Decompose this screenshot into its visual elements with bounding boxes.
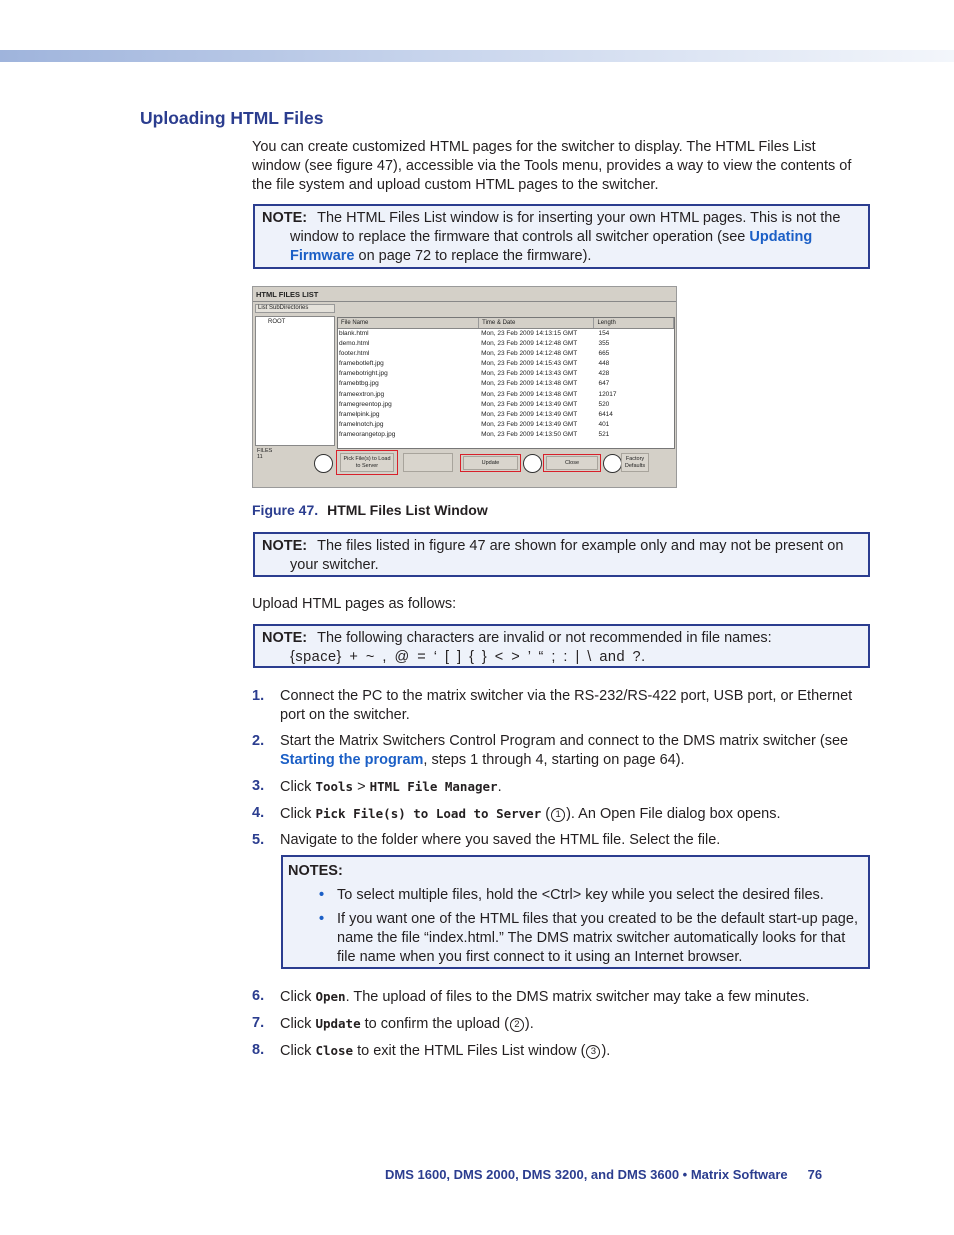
note-text: The files listed in figure 47 are shown for example only and may not be present on your switcher.: [290, 538, 844, 573]
step-text-end: , steps 1 through 4, starting on page 64).: [423, 752, 685, 768]
note-box-invalid-chars: [253, 624, 870, 668]
html-files-list-screenshot: [252, 286, 677, 488]
page-footer: [385, 1167, 822, 1182]
update-command: Update: [315, 1016, 361, 1031]
note-text-end: on page 72 to replace the firmware).: [354, 248, 592, 264]
steps-6-8: [252, 987, 864, 1061]
list-subdirectories-button[interactable]: List SubDirectories: [255, 304, 335, 313]
bullet-icon: •: [319, 911, 325, 927]
footer-title: DMS 1600, DMS 2000, DMS 3200, and DMS 3600 • Matrix Software: [385, 1167, 788, 1182]
file-name-cell: blank.html: [339, 330, 369, 337]
file-length-cell: 355: [598, 340, 610, 348]
file-length-cell: 448: [598, 360, 610, 368]
file-row[interactable]: [338, 379, 674, 389]
file-date-cell: Mon, 23 Feb 2009 14:12:48 GMT: [481, 340, 578, 348]
file-name-cell: frameextron.jpg: [339, 390, 385, 398]
file-row[interactable]: [338, 349, 674, 359]
files-count-label: FILES: [257, 448, 273, 454]
paren-open: (: [541, 806, 551, 822]
notes-label: NOTES:: [288, 863, 343, 879]
close-button[interactable]: Close: [546, 456, 598, 470]
file-date-cell: Mon, 23 Feb 2009 14:13:48 GMT: [481, 380, 578, 388]
step-number: 6.: [252, 988, 265, 1004]
step-2: [252, 732, 864, 770]
notes-bullet-2: [288, 910, 860, 967]
callout-1-icon: 1: [551, 808, 565, 822]
header-band: [0, 50, 954, 62]
disabled-button: [403, 453, 453, 472]
file-row[interactable]: [338, 359, 674, 369]
file-date-cell: Mon, 23 Feb 2009 14:13:43 GMT: [481, 370, 578, 378]
figure-caption: [252, 502, 488, 518]
invalid-characters: {space} + ~ , @ = ‘ [ ] { } < > ’ “ ; : | \ and ?.: [290, 649, 646, 665]
note-label: NOTE:: [262, 210, 308, 226]
directory-tree[interactable]: [255, 316, 335, 446]
file-list[interactable]: [337, 317, 675, 449]
lead-paragraph: Upload HTML pages as follows:: [252, 596, 457, 612]
step-number: 2.: [252, 733, 265, 749]
step-number: 5.: [252, 832, 265, 848]
file-date-cell: Mon, 23 Feb 2009 14:13:50 GMT: [481, 430, 578, 438]
step-text: Start the Matrix Switchers Control Program and connect to the DMS matrix switcher (see: [280, 733, 849, 749]
step-1: [252, 687, 864, 725]
section-heading: Uploading HTML Files: [140, 108, 324, 128]
step-text: Click: [280, 806, 316, 822]
file-date-cell: Mon, 23 Feb 2009 14:13:49 GMT: [481, 400, 578, 408]
html-file-manager-command: HTML File Manager: [369, 779, 498, 794]
file-list-header: [338, 318, 674, 329]
step-7: [252, 1014, 864, 1034]
file-length-cell: 521: [598, 430, 610, 438]
page-number: 76: [807, 1167, 823, 1182]
callout-3-icon: 3: [586, 1045, 600, 1059]
notes-box: [281, 855, 870, 969]
column-header-length[interactable]: Length: [594, 318, 674, 328]
file-length-cell: 12017: [598, 390, 617, 398]
intro-paragraph: You can create customized HTML pages for the switcher to display. The HTML Files List window (see figure 47), accessible via the Tools menu, provides a way to view the contents of the file system and upload custom HTML pages to the switcher.: [252, 139, 852, 193]
note-label: NOTE:: [262, 630, 308, 646]
step-6: [252, 987, 864, 1007]
file-name-cell: frameorangetop.jpg: [339, 430, 396, 438]
step-text-mid: to confirm the upload (: [360, 1016, 509, 1032]
note-box-example-files: [253, 532, 870, 577]
file-date-cell: Mon, 23 Feb 2009 14:12:48 GMT: [481, 350, 578, 358]
files-count: [257, 448, 272, 460]
step-number: 4.: [252, 805, 265, 821]
file-row[interactable]: [338, 339, 674, 349]
step-text-end: ).: [601, 1043, 611, 1059]
note-box-firmware: [253, 204, 870, 269]
notes-bullet-1: [288, 886, 860, 905]
file-date-cell: Mon, 23 Feb 2009 14:15:43 GMT: [481, 360, 578, 368]
step-4: [252, 804, 864, 824]
file-name-cell: framebtbg.jpg: [339, 380, 379, 388]
file-row[interactable]: [338, 400, 674, 410]
file-length-cell: 6414: [598, 410, 613, 418]
file-name-cell: framegreentop.jpg: [339, 400, 392, 408]
files-count-value: 11: [257, 454, 263, 460]
tools-command: Tools: [315, 779, 354, 794]
file-name-cell: framelpink.jpg: [339, 410, 380, 418]
file-row[interactable]: [338, 410, 674, 420]
note-text: The HTML Files List window is for inserting your own HTML pages. This is not the window to replace the firmware that controls all switcher operation (see: [290, 210, 841, 245]
step-5: [252, 831, 864, 850]
step-text: Navigate to the folder where you saved the HTML file. Select the file.: [280, 832, 721, 848]
column-header-time-date[interactable]: Time & Date: [479, 318, 594, 328]
step-3: [252, 777, 864, 797]
file-row[interactable]: [338, 420, 674, 430]
root-node[interactable]: ROOT: [268, 319, 286, 325]
file-length-cell: 665: [598, 350, 610, 358]
step-text-end: ).: [524, 1016, 534, 1032]
open-command: Open: [315, 989, 346, 1004]
starting-program-link[interactable]: Starting the program: [280, 752, 424, 768]
file-length-cell: 520: [598, 400, 610, 408]
figure-title: HTML Files List Window: [327, 502, 488, 518]
file-rows: [338, 329, 674, 440]
bullet-icon: •: [319, 887, 325, 903]
step-number: 7.: [252, 1015, 265, 1031]
callout-2-icon: 2: [510, 1018, 524, 1032]
step-text-end: .: [497, 779, 502, 795]
file-name-cell: footer.html: [339, 350, 370, 358]
step-text: Click: [280, 1016, 316, 1032]
file-length-cell: 154: [598, 330, 610, 337]
menu-separator: >: [353, 779, 370, 795]
factory-defaults-button[interactable]: Factory Defaults: [621, 453, 649, 472]
file-row[interactable]: [338, 430, 674, 440]
file-name-cell: framebotright.jpg: [339, 370, 388, 378]
file-length-cell: 428: [598, 370, 610, 378]
callout-2-circle: [523, 454, 542, 473]
step-number: 1.: [252, 688, 265, 704]
pick-files-button[interactable]: Pick File(s) to Load to Server: [340, 453, 394, 472]
pick-files-command: Pick File(s) to Load to Server: [315, 806, 542, 821]
updating-firmware-link[interactable]: Updating Firmware: [290, 229, 813, 264]
figure-number: Figure 47.: [252, 502, 319, 518]
file-row[interactable]: [338, 329, 674, 339]
file-length-cell: 401: [598, 420, 610, 428]
title-divider: [253, 301, 676, 302]
bullet-text: If you want one of the HTML files that you created to be the default start-up page, name the file “index.html.” The DMS matrix switcher automatically looks for that file name when you first connect to it using an Internet browser.: [337, 911, 858, 965]
step-text-mid: to exit the HTML Files List window (: [353, 1043, 586, 1059]
file-date-cell: Mon, 23 Feb 2009 14:13:15 GMT: [481, 330, 578, 337]
step-text: Click: [280, 779, 316, 795]
step-text: Click: [280, 989, 316, 1005]
callout-3-circle: [603, 454, 622, 473]
file-row[interactable]: [338, 390, 674, 400]
file-name-cell: framebotleft.jpg: [339, 360, 384, 368]
file-name-cell: demo.html: [339, 340, 370, 348]
note-label: NOTE:: [262, 538, 308, 554]
file-name-cell: framelnotch.jpg: [339, 420, 384, 428]
window-title: HTML FILES LIST: [256, 290, 319, 299]
note-text: The following characters are invalid or not recommended in file names:: [317, 630, 772, 646]
step-number: 3.: [252, 778, 265, 794]
file-date-cell: Mon, 23 Feb 2009 14:13:49 GMT: [481, 420, 578, 428]
callout-1-circle: [314, 454, 333, 473]
step-8: [252, 1041, 864, 1061]
step-text: Click: [280, 1043, 316, 1059]
file-length-cell: 647: [598, 380, 610, 388]
step-number: 8.: [252, 1042, 265, 1058]
bullet-text: To select multiple files, hold the <Ctrl> key while you select the desired files.: [337, 887, 824, 903]
column-header-file-name[interactable]: File Name: [338, 318, 479, 328]
steps-1-5: [252, 687, 864, 850]
step-text-end: . The upload of files to the DMS matrix switcher may take a few minutes.: [345, 989, 810, 1005]
close-command: Close: [315, 1043, 354, 1058]
step-text-end: ). An Open File dialog box opens.: [566, 806, 781, 822]
update-button[interactable]: Update: [463, 456, 518, 470]
file-row[interactable]: [338, 369, 674, 379]
step-text: Connect the PC to the matrix switcher via the RS-232/RS-422 port, USB port, or Ethernet port on the switcher.: [280, 688, 853, 723]
file-date-cell: Mon, 23 Feb 2009 14:13:48 GMT: [481, 390, 578, 398]
file-date-cell: Mon, 23 Feb 2009 14:13:49 GMT: [481, 410, 578, 418]
